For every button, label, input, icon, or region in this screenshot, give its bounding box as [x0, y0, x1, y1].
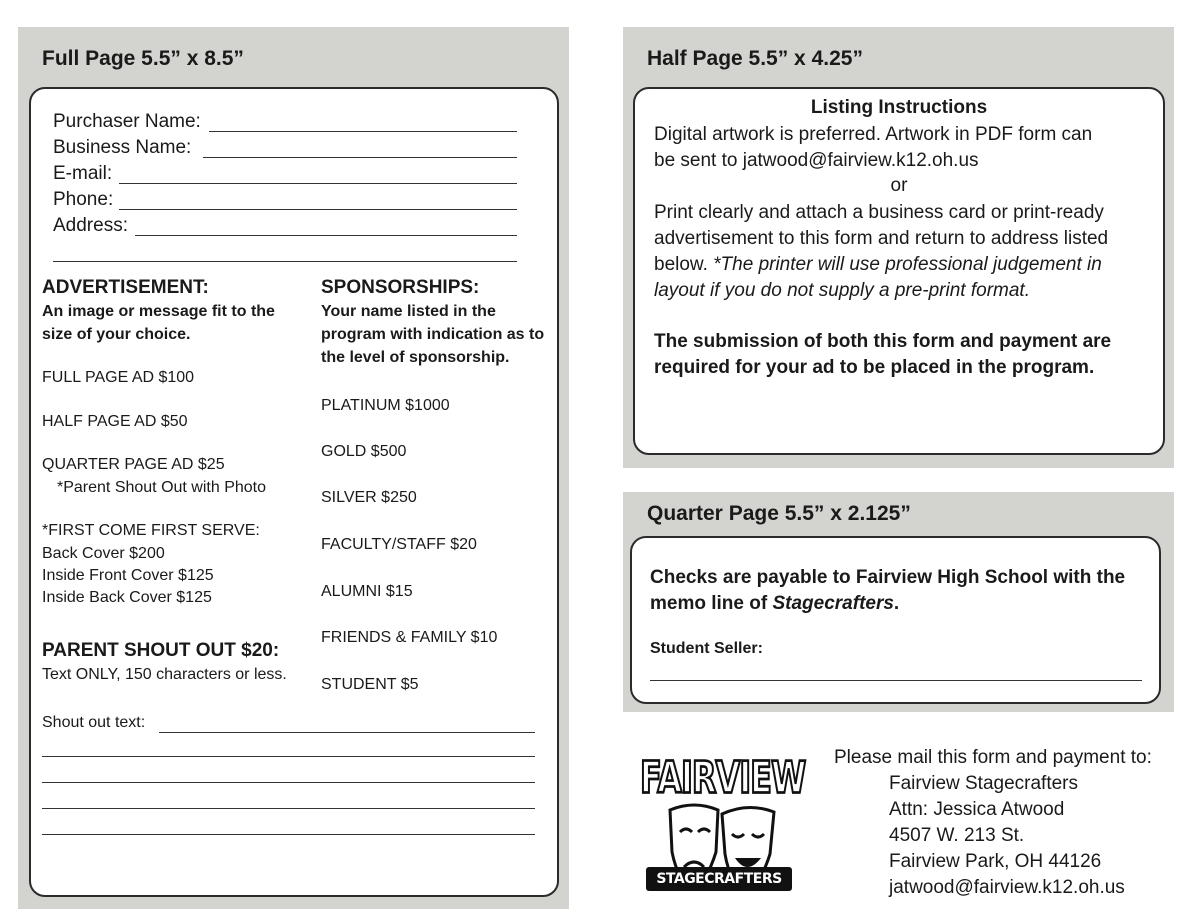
mail-attn: Attn: Jessica Atwood: [889, 799, 1065, 820]
mail-name: Fairview Stagecrafters: [889, 773, 1079, 794]
inside-front-cover-option: Inside Front Cover $125: [42, 567, 214, 584]
sponsorship-faculty-staff: FACULTY/STAFF $20: [321, 536, 477, 553]
first-come-note: *FIRST COME FIRST SERVE:: [42, 522, 260, 539]
address-label: Address:: [53, 215, 128, 236]
business-name-label: Business Name:: [53, 137, 192, 158]
purchaser-name-field[interactable]: [209, 131, 517, 132]
sponsorship-alumni: ALUMNI $15: [321, 583, 413, 600]
shout-out-text-label: Shout out text:: [42, 714, 146, 731]
quarter-page-ad-option: QUARTER PAGE AD $25: [42, 456, 225, 473]
full-page-title: Full Page 5.5” x 8.5”: [42, 47, 244, 70]
mail-intro: Please mail this form and payment to:: [834, 747, 1152, 768]
advertisement-heading: ADVERTISEMENT:: [42, 277, 209, 298]
checks-line-2-end: .: [893, 593, 900, 614]
phone-field[interactable]: [119, 209, 517, 210]
shout-out-line-3[interactable]: [42, 782, 535, 783]
business-name-field[interactable]: [203, 157, 517, 158]
shout-out-line-4[interactable]: [42, 808, 535, 809]
parent-shout-photo-note: *Parent Shout Out with Photo: [57, 479, 267, 496]
shout-out-line-2[interactable]: [42, 756, 535, 757]
sponsorship-platinum: PLATINUM $1000: [321, 397, 450, 414]
listing-instructions-heading: Listing Instructions: [810, 97, 988, 118]
instructions-line-2: be sent to jatwood@fairview.k12.oh.us: [654, 150, 979, 171]
mail-street: 4507 W. 213 St.: [889, 825, 1025, 846]
logo-fairview-word: FAIRVIEW: [640, 752, 806, 804]
parent-shout-description: Text ONLY, 150 characters or less.: [42, 666, 287, 683]
quarter-page-title: Quarter Page 5.5” x 2.125”: [647, 502, 911, 525]
sponsorship-friends-family: FRIENDS & FAMILY $10: [321, 629, 498, 646]
logo-stagecrafters-word: STAGECRAFTERS: [656, 871, 782, 887]
quarter-page-card: [630, 536, 1161, 704]
instructions-line-3: Print clearly and attach a business card or print-ready: [654, 202, 1104, 223]
mail-city: Fairview Park, OH 44126: [889, 851, 1102, 872]
instructions-line-5: [654, 252, 1102, 278]
email-label: E-mail:: [53, 163, 113, 184]
advertisement-description: An image or message fit to the size of your choice.: [42, 303, 275, 343]
fairview-stagecrafters-logo: [636, 752, 806, 897]
instructions-line-5-italic: *The printer will use professional judgement in: [713, 254, 1102, 275]
address-field-line-2[interactable]: [53, 261, 517, 262]
submission-note-line-2: required for your ad to be placed in the program.: [654, 357, 1095, 378]
half-page-card: [633, 87, 1165, 455]
half-page-ad-option: HALF PAGE AD $50: [42, 413, 188, 430]
instructions-line-6: layout if you do not supply a pre-print format.: [654, 280, 1030, 301]
quarter-page-panel: [623, 492, 1174, 712]
sponsorships-description: Your name listed in the program with indication as to the level of sponsorship.: [321, 303, 545, 366]
address-field[interactable]: [135, 235, 517, 236]
phone-label: Phone:: [53, 189, 114, 210]
submission-note-line-1: The submission of both this form and payment are: [654, 331, 1112, 352]
student-seller-field[interactable]: [650, 680, 1142, 681]
purchaser-name-label: Purchaser Name:: [53, 111, 201, 132]
sponsorship-silver: SILVER $250: [321, 489, 417, 506]
sponsorship-gold: GOLD $500: [321, 443, 407, 460]
full-page-ad-option: FULL PAGE AD $100: [42, 369, 195, 386]
student-seller-label: Student Seller:: [650, 640, 763, 657]
inside-back-cover-option: Inside Back Cover $125: [42, 589, 212, 606]
full-page-panel: [18, 27, 569, 909]
shout-out-text-field[interactable]: [159, 732, 535, 733]
parent-shout-heading: PARENT SHOUT OUT $20:: [42, 640, 280, 661]
shout-out-line-5[interactable]: [42, 834, 535, 835]
half-page-title: Half Page 5.5” x 4.25”: [647, 47, 863, 70]
checks-line-2-plain: memo line of: [650, 593, 773, 614]
sponsorship-student: STUDENT $5: [321, 676, 419, 693]
full-page-card: [29, 87, 559, 897]
instructions-line-5-plain: below.: [654, 254, 714, 275]
mail-email: jatwood@fairview.k12.oh.us: [889, 877, 1125, 898]
instructions-or: or: [890, 175, 908, 196]
checks-payable-line-2: [650, 591, 899, 617]
checks-line-2-italic: Stagecrafters: [772, 593, 894, 614]
half-page-panel: [623, 27, 1174, 468]
instructions-line-1: Digital artwork is preferred. Artwork in PDF form can: [654, 124, 1093, 145]
checks-payable-line-1: Checks are payable to Fairview High School with the: [650, 567, 1126, 588]
sponsorships-heading: SPONSORSHIPS:: [321, 277, 480, 298]
back-cover-option: Back Cover $200: [42, 545, 165, 562]
instructions-line-4: advertisement to this form and return to address listed: [654, 228, 1109, 249]
email-field[interactable]: [119, 183, 517, 184]
